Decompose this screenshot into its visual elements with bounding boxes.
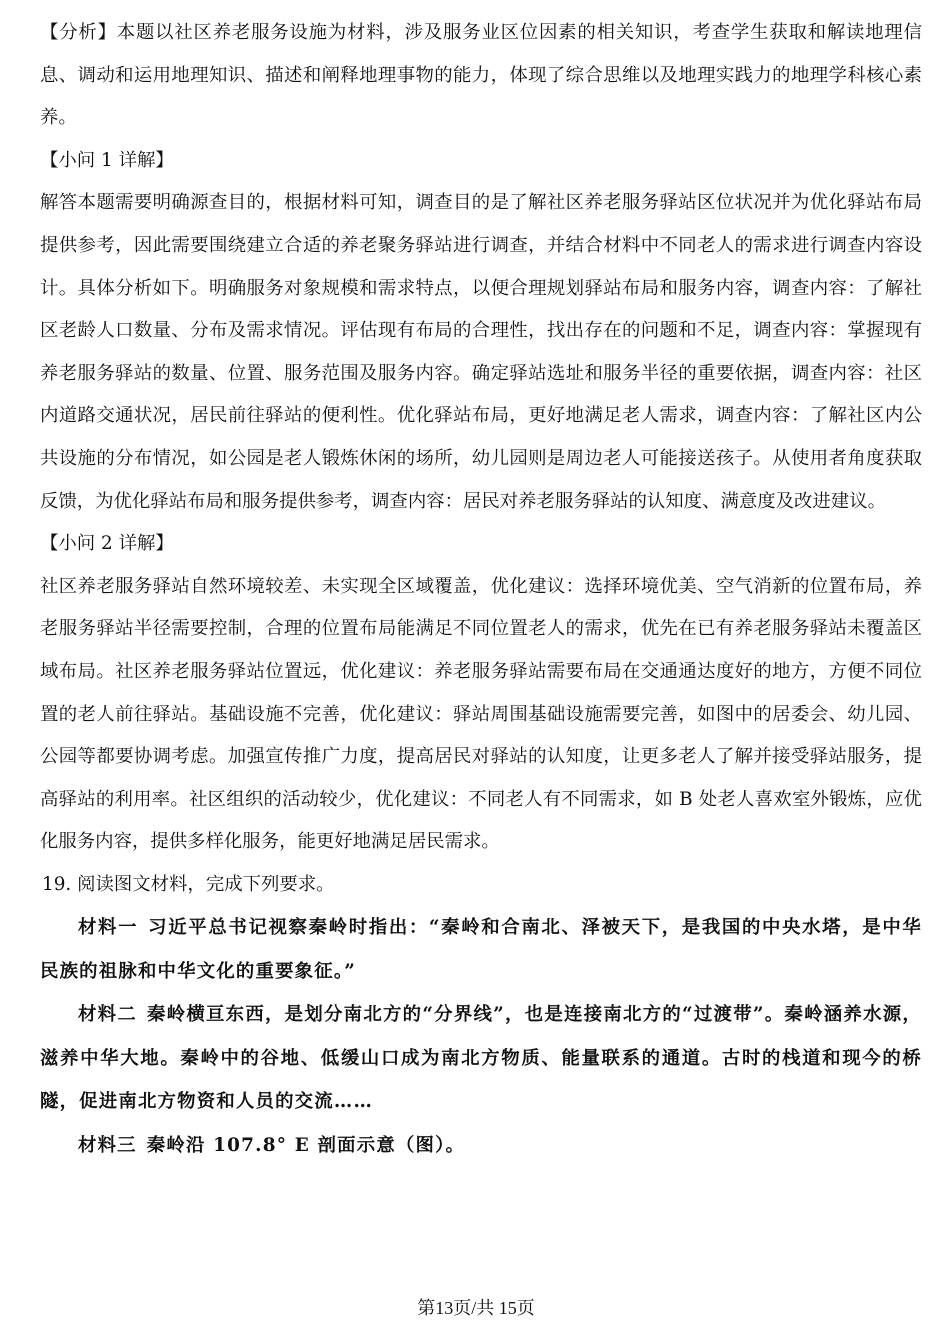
material-1-label: 材料一 <box>78 917 139 939</box>
material-1-text: 习近平总书记视察秦岭时指出：“秦岭和合南北、泽被天下，是我国的中央水塔，是中华民族的祖脉和中华文化的重要象征。” <box>40 917 922 982</box>
analysis-paragraph: 【分析】本题以社区养老服务设施为材料，涉及服务业区位因素的相关知识，考查学生获取和解读地理信息、调动和运用地理知识、描述和阐释地理事物的能力，体现了综合思维以及地理实践力的地理学科核心素养。 <box>40 22 922 129</box>
material-3 <box>40 1124 922 1168</box>
question-2-heading: 【小问 2 详解】 <box>40 533 174 555</box>
question-1-answer: 解答本题需要明确源查目的，根据材料可知，调查目的是了解社区养老服务驿站区位状况并为优化驿站布局提供参考，因此需要围绕建立合适的养老聚务驿站进行调查，并结合材料中不同老人的需求进行调查内容设计。具体分析如下。明确服务对象规模和需求特点，以便合理规划驿站布局和服务内容，调查内容：了解社区老龄人口数量、分布及需求情况。评估现有布局的合理性，找出存在的问题和不足，调查内容：掌握现有养老服务驿站的数量、位置、服务范围及服务内容。确定驿站选址和服务半径的重要依据，调查内容：社区内道路交通状况，居民前往驿站的便利性。优化驿站布局，更好地满足老人需求，调查内容：了解社区内公共设施的分布情况，如公园是老人锻炼休闲的场所，幼儿园则是周边老人可能接送孩子。从使用者角度获取反馈，为优化驿站布局和服务提供参考，调查内容：居民对养老服务驿站的认知度、满意度及改进建议。 <box>40 192 922 512</box>
page-number-footer: 第13页/共 15页 <box>417 1298 535 1318</box>
question-1-heading: 【小问 1 详解】 <box>40 149 174 171</box>
material-2-text: 秦岭横亘东西，是划分南北方的“分界线”，也是连接南北方的“过渡带”。秦岭涵养水源，滋养中华大地。秦岭中的谷地、低缓山口成为南北方物质、能量联系的通道。古时的栈道和现今的桥隧，促进南北方物资和人员的交流…… <box>40 1004 922 1113</box>
question-2-answer: 社区养老服务驿站自然环境较差、未实现全区域覆盖，优化建议：选择环境优美、空气消新的位置布局，养老服务驿站半径需要控制，合理的位置布局能满足不同位置老人的需求，优先在已有养老服务驿站未覆盖区域布局。社区养老服务驿站位置远，优化建议：养老服务驿站需要布局在交通通达度好的地方，方便不同位置的老人前往驿站。基础设施不完善，优化建议：驿站周围基础设施需要完善，如图中的居委会、幼儿园、公园等都要协调考虑。加强宣传推广力度，提高居民对驿站的认知度，让更多老人了解并接受驿站服务，提高驿站的利用率。社区组织的活动较少，优化建议：不同老人有不同需求，如 B 处老人喜欢室外锻炼，应优化服务内容，提供多样化服务，能更好地满足居民需求。 <box>40 575 922 853</box>
page-content <box>40 12 922 1167</box>
question-19-prompt: 19. 阅读图文材料，完成下列要求。 <box>42 873 335 895</box>
material-3-text: 秦岭沿 107.8° E 剖面示意（图）。 <box>146 1134 466 1156</box>
material-2-label: 材料二 <box>78 1004 137 1026</box>
material-2 <box>40 993 922 1124</box>
material-1 <box>40 906 922 993</box>
material-3-label: 材料三 <box>78 1134 137 1156</box>
